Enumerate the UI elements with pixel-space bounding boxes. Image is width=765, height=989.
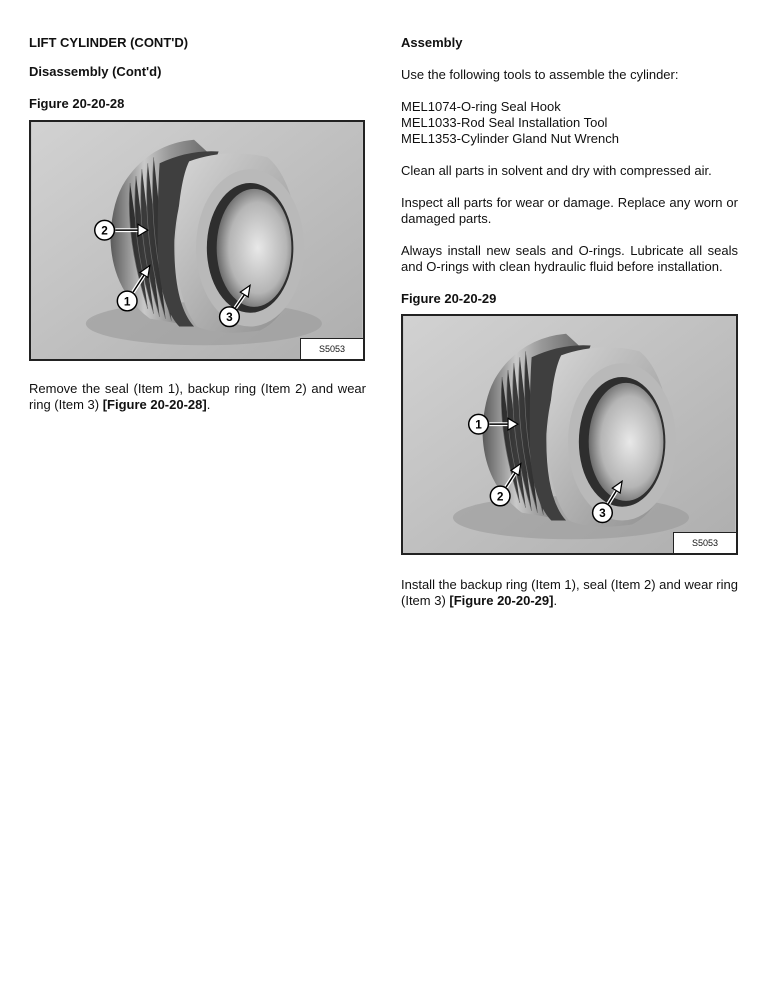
subsection-title: Disassembly (Cont'd) <box>29 64 162 79</box>
callout-1: 1 <box>475 417 482 432</box>
cylinder-gland-illustration <box>403 316 736 553</box>
callout-3: 3 <box>226 310 233 325</box>
cylinder-gland-illustration <box>31 122 363 359</box>
callout-1: 1 <box>123 294 131 309</box>
figure-photo-gland-disassembly <box>29 120 365 361</box>
paragraph-inspect: Inspect all parts for wear or damage. Replace any worn or damaged parts. <box>401 195 738 226</box>
section-title: Assembly <box>401 35 463 50</box>
figure-code: S5053 <box>673 532 736 553</box>
tool-item: MEL1033-Rod Seal Installation Tool <box>401 115 608 130</box>
figure-label: Figure 20-20-28 <box>29 96 125 111</box>
tool-item: MEL1074-O-ring Seal Hook <box>401 99 561 114</box>
intro-text: Use the following tools to assemble the cylinder: <box>401 67 679 82</box>
callout-3: 3 <box>599 506 606 521</box>
figure-code: S5053 <box>300 338 363 359</box>
figure-photo-gland-assembly <box>401 314 738 555</box>
instruction-text: Install the backup ring (Item 1), seal (Item 2) and wear ring (Item 3) [Figure 20-20-29]. <box>401 577 738 608</box>
callout-2: 2 <box>101 223 108 238</box>
instruction-text: Remove the seal (Item 1), backup ring (Item 2) and wear ring (Item 3) [Figure 20-20-28]. <box>29 381 366 412</box>
figure-label: Figure 20-20-29 <box>401 291 497 306</box>
tool-item: MEL1353-Cylinder Gland Nut Wrench <box>401 131 619 146</box>
section-title: LIFT CYLINDER (CONT'D) <box>29 35 189 50</box>
paragraph-clean: Clean all parts in solvent and dry with compressed air. <box>401 163 712 178</box>
callout-2: 2 <box>496 489 504 504</box>
paragraph-install-seals: Always install new seals and O-rings. Lubricate all seals and O-rings with clean hydraulic fluid before installation. <box>401 243 738 274</box>
figure-reference: [Figure 20-20-28] <box>102 397 207 412</box>
figure-reference: [Figure 20-20-29] <box>449 593 554 608</box>
